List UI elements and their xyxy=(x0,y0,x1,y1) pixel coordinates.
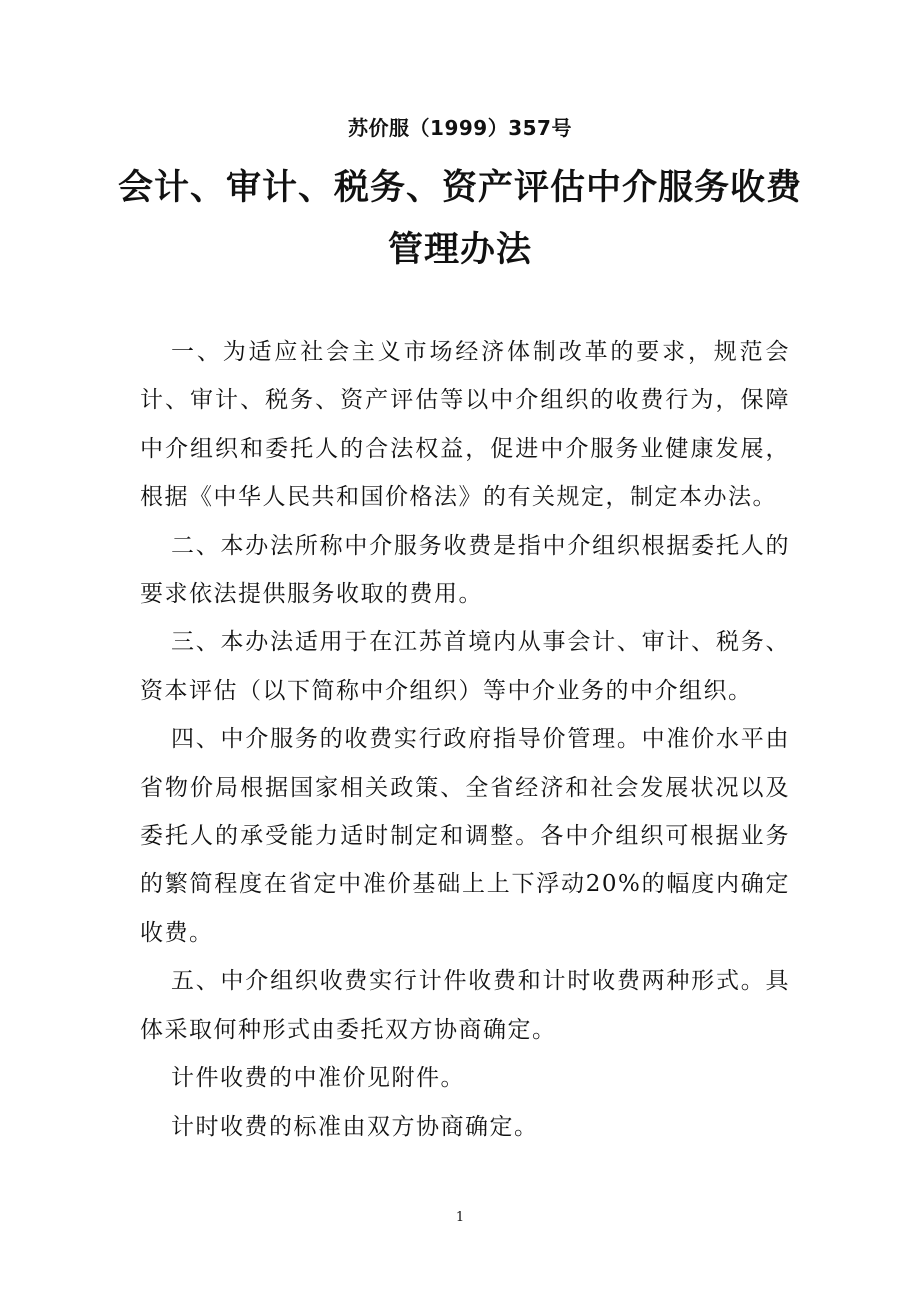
paragraph-1: 一、为适应社会主义市场经济体制改革的要求，规范会计、审计、税务、资产评估等以中介组织的收费行为，保障中介组织和委托人的合法权益，促进中介服务业健康发展，根据《中华人民共和国价格法》的有关规定，制定本办法。 xyxy=(140,339,790,511)
page-number: 1 xyxy=(455,1210,465,1225)
document-title-line-2: 管理办法 xyxy=(387,230,532,270)
paragraph-7: 计时收费的标准由双方协商确定。 xyxy=(171,1113,539,1140)
paragraph-2: 二、本办法所称中介服务收费是指中介组织根据委托人的要求依法提供服务收取的费用。 xyxy=(140,532,790,608)
document-title-line-1: 会计、审计、税务、资产评估中介服务收费 xyxy=(117,168,802,208)
paragraph-6: 计件收费的中准价见附件。 xyxy=(171,1065,465,1092)
document-number: 苏价服（1999）357号 xyxy=(348,116,572,140)
paragraph-4: 四、中介服务的收费实行政府指导价管理。中准价水平由省物价局根据国家相关政策、全省经济和社会发展状况以及委托人的承受能力适时制定和调整。各中介组织可根据业务的繁简程度在省定中准价基础上上下浮动20%的幅度内确定收费。 xyxy=(140,726,790,946)
paragraph-3: 三、本办法适用于在江苏首境内从事会计、审计、税务、资本评估（以下简称中介组织）等中介业务的中介组织。 xyxy=(140,629,790,704)
paragraph-5: 五、中介组织收费实行计件收费和计时收费两种形式。具体采取何种形式由委托双方协商确定。 xyxy=(140,968,790,1043)
document-body xyxy=(140,328,790,1151)
